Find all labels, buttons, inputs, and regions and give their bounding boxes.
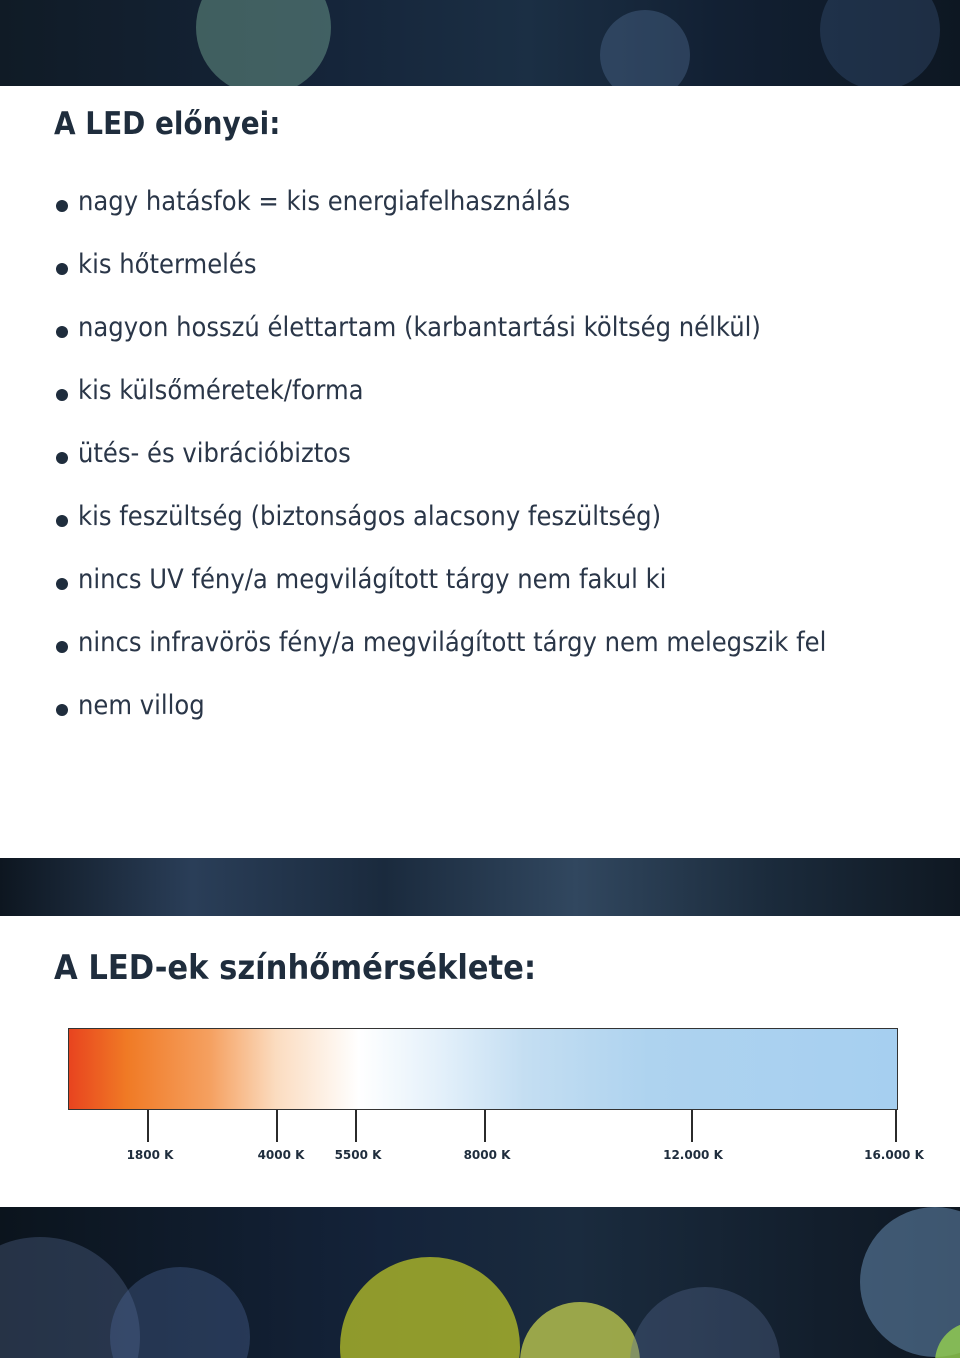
bokeh-light xyxy=(196,0,331,86)
scale-tick xyxy=(276,1110,278,1142)
scale-label: 16.000 K xyxy=(864,1148,924,1162)
bokeh-light xyxy=(110,1267,250,1358)
bullet-icon xyxy=(56,200,68,212)
scale-tick xyxy=(484,1110,486,1142)
advantages-heading: A LED előnyei: xyxy=(54,106,281,142)
scale-label: 1800 K xyxy=(126,1148,174,1162)
scale-tick xyxy=(147,1110,149,1142)
list-item-text: nincs infravörös fény/a megvilágított tárgy nem melegszik fel xyxy=(78,627,827,658)
list-item-text: nagyon hosszú élettartam (karbantartási költség nélkül) xyxy=(78,312,761,343)
bullet-icon xyxy=(56,704,68,716)
bullet-icon xyxy=(56,578,68,590)
bokeh-light xyxy=(630,1287,780,1358)
top-decorative-band xyxy=(0,0,960,86)
list-item-text: nincs UV fény/a megvilágított tárgy nem fakul ki xyxy=(78,564,667,595)
bokeh-light xyxy=(600,10,690,86)
scale-label: 4000 K xyxy=(257,1148,305,1162)
color-temperature-heading: A LED-ek színhőmérséklete: xyxy=(54,948,537,988)
list-item-text: nagy hatásfok = kis energiafelhasználás xyxy=(78,186,571,217)
list-item-text: nem villog xyxy=(78,690,205,721)
scale-label: 5500 K xyxy=(334,1148,382,1162)
list-item-text: kis hőtermelés xyxy=(78,249,257,280)
list-item-text: kis külsőméretek/forma xyxy=(78,375,364,406)
list-item-text: ütés- és vibrációbiztos xyxy=(78,438,351,469)
bullet-icon xyxy=(56,452,68,464)
bokeh-light xyxy=(340,1257,520,1358)
bokeh-light xyxy=(820,0,940,86)
bokeh-light xyxy=(520,1302,640,1358)
list-item-text: kis feszültség (biztonságos alacsony feszültség) xyxy=(78,501,662,532)
scale-tick xyxy=(355,1110,357,1142)
bullet-icon xyxy=(56,389,68,401)
scale-label: 12.000 K xyxy=(663,1148,723,1162)
advantages-panel xyxy=(0,86,960,858)
scale-tick xyxy=(691,1110,693,1142)
bullet-icon xyxy=(56,326,68,338)
middle-decorative-band xyxy=(0,858,960,916)
scale-label: 8000 K xyxy=(463,1148,511,1162)
color-temperature-panel xyxy=(0,916,960,1207)
scale-tick xyxy=(895,1110,897,1142)
bullet-icon xyxy=(56,515,68,527)
bullet-icon xyxy=(56,263,68,275)
bullet-icon xyxy=(56,641,68,653)
color-temperature-gradient-bar xyxy=(68,1028,898,1110)
bottom-decorative-band xyxy=(0,1207,960,1358)
